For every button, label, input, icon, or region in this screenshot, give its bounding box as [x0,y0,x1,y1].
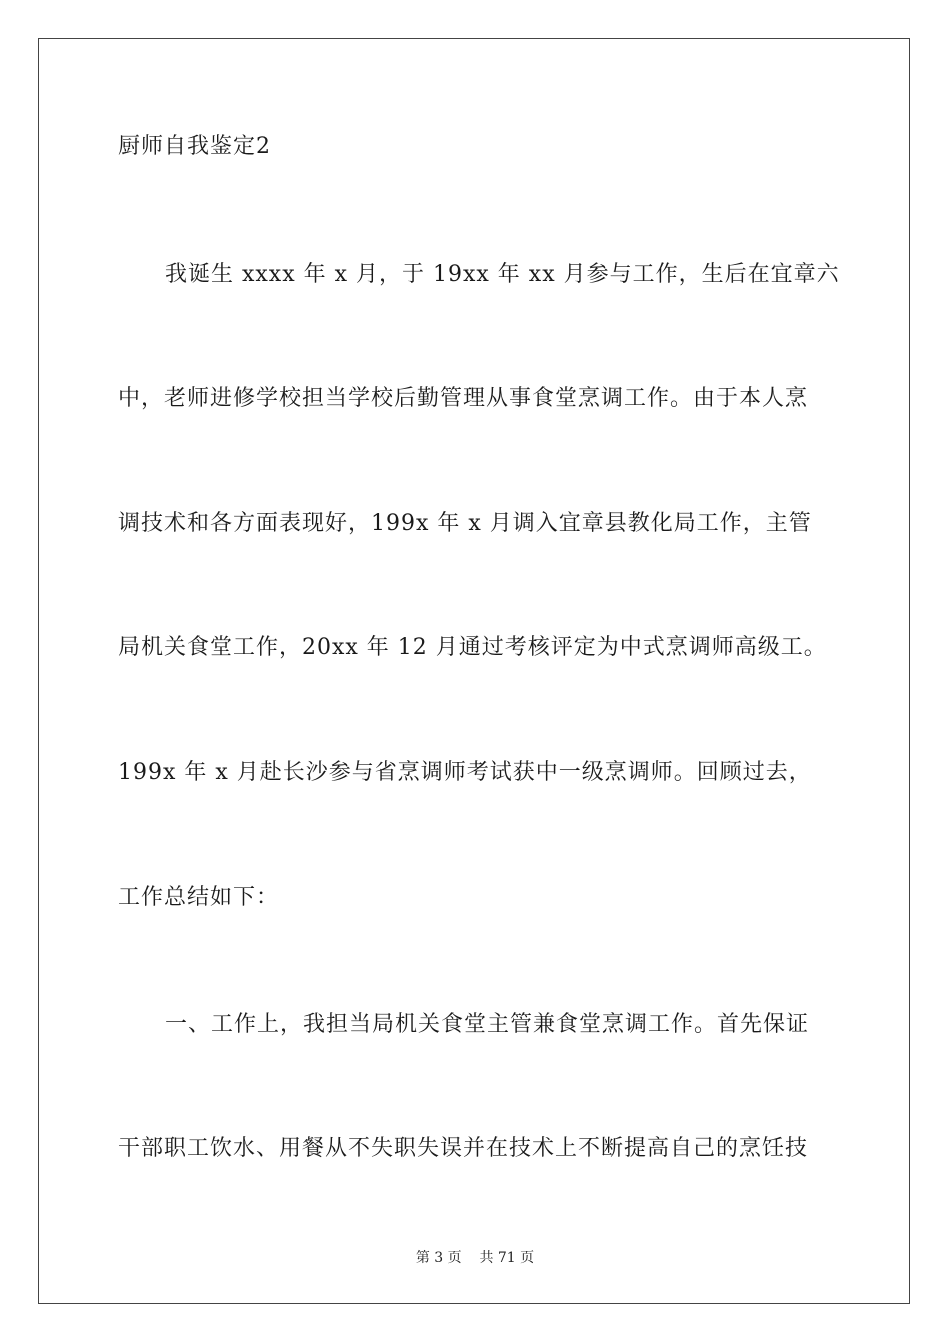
paragraph-line: 局机关食堂工作，20xx 年 12 月通过考核评定为中式烹调师高级工。 [118,635,827,660]
page-footer [0,1248,950,1268]
paragraph-line: 199x 年 x 月赴长沙参与省烹调师考试获中一级烹调师。回顾过去， [118,760,812,785]
page-border [38,38,910,1304]
paragraph-line: 调技术和各方面表现好，199x 年 x 月调入宜章县教化局工作，主管 [118,511,812,536]
paragraph-line: 中，老师进修学校担当学校后勤管理从事食堂烹调工作。由于本人烹 [118,386,809,411]
paragraph-line: 我诞生 xxxx 年 x 月，于 19xx 年 xx 月参与工作，生后在宜章六 [165,262,840,287]
page-total: 共 71 页 [479,1250,535,1266]
paragraph-line: 一、工作上，我担当局机关食堂主管兼食堂烹调工作。首先保证 [165,1012,810,1037]
document-title: 厨师自我鉴定2 [118,134,271,159]
paragraph-line: 干部职工饮水、用餐从不失职失误并在技术上不断提高自己的烹饪技 [118,1136,809,1161]
page-number: 第 3 页 [415,1250,462,1266]
paragraph-line: 工作总结如下： [118,885,280,910]
